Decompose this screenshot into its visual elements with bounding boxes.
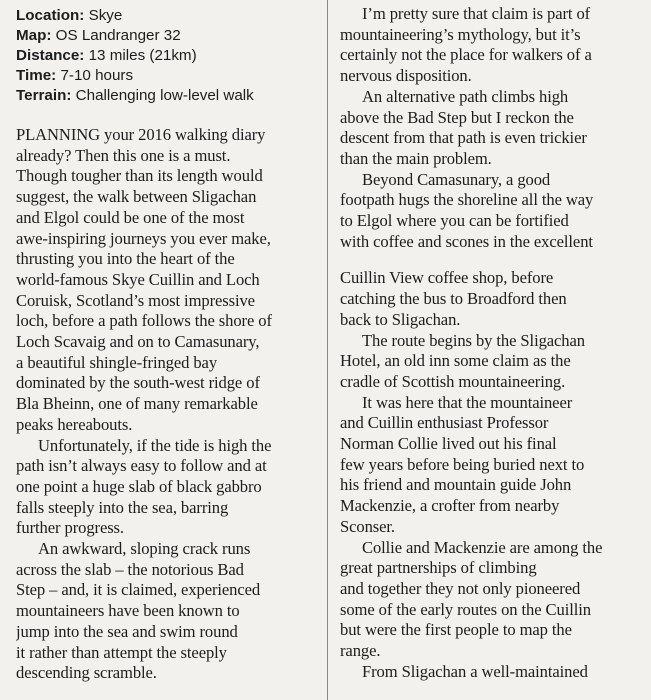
fact-row bbox=[16, 26, 320, 46]
fact-row bbox=[16, 6, 320, 26]
text-line: some of the early routes on the Cuillin bbox=[340, 599, 591, 619]
text-line: catching the bus to Broadford then bbox=[340, 289, 567, 309]
text-line: jump into the sea and swim round bbox=[16, 621, 238, 641]
fact-value: OS Landranger 32 bbox=[55, 27, 181, 44]
text-line: Hotel, an old inn some claim as the bbox=[340, 351, 571, 371]
text-line: few years before being buried next to bbox=[340, 454, 585, 474]
text-line: than the main problem. bbox=[340, 148, 492, 168]
text-line: descent from that path is even trickier bbox=[340, 128, 587, 148]
text-line: Loch Scavaig and on to Camasunary, bbox=[16, 332, 260, 352]
text-line: Sconser. bbox=[340, 516, 395, 536]
text-line: footpath hugs the shoreline all the way bbox=[340, 190, 594, 210]
fact-value: 13 miles (21km) bbox=[88, 47, 197, 64]
text-line: further progress. bbox=[16, 518, 124, 538]
text-line: Unfortunately, if the tide is high the bbox=[38, 435, 272, 455]
text-line: world-famous Skye Cuillin and Loch bbox=[16, 269, 260, 289]
text-line: and Elgol could be one of the most bbox=[16, 207, 245, 227]
text-line: thrusting you into the heart of the bbox=[16, 249, 235, 269]
text-line: dominated by the south-west ridge of bbox=[16, 373, 260, 393]
text-line: Coruisk, Scotland’s most impressive bbox=[16, 290, 255, 310]
text-line: The route begins by the Sligachan bbox=[362, 330, 585, 350]
text-line: path isn’t always easy to follow and at bbox=[16, 456, 267, 476]
text-line: It was here that the mountaineer bbox=[362, 392, 573, 412]
text-line: above the Bad Step but I reckon the bbox=[340, 107, 574, 127]
text-line: PLANNING your 2016 walking diary bbox=[16, 125, 266, 144]
text-line: Step – and, it is claimed, experienced bbox=[16, 580, 261, 600]
paragraph-gap bbox=[340, 252, 646, 268]
fact-value: Challenging low-level walk bbox=[75, 87, 254, 104]
text-line: Norman Collie lived out his final bbox=[340, 434, 557, 454]
right-article-text-bottom bbox=[340, 268, 646, 682]
column-divider bbox=[327, 0, 328, 700]
text-line: certainly not the place for walkers of a bbox=[340, 45, 592, 65]
text-line: and together they not only pioneered bbox=[340, 578, 581, 598]
text-line: falls steeply into the sea, barring bbox=[16, 497, 229, 517]
text-line: Cuillin View coffee shop, before bbox=[340, 268, 554, 288]
fact-value: 7-10 hours bbox=[60, 67, 134, 84]
fact-value: Skye bbox=[88, 7, 123, 24]
text-line: suggest, the walk between Sligachan bbox=[16, 187, 257, 207]
text-line: but were the first people to map the bbox=[340, 620, 572, 640]
fact-label: Time: bbox=[16, 67, 57, 84]
text-line: nervous disposition. bbox=[340, 66, 472, 86]
fact-row bbox=[16, 46, 320, 66]
text-line: mountaineering’s mythology, but it’s bbox=[340, 24, 581, 44]
text-line: awe-inspiring journeys you ever make, bbox=[16, 228, 271, 248]
text-line: Though tougher than its length would bbox=[16, 166, 263, 186]
text-line: with coffee and scones in the excellent bbox=[340, 231, 593, 251]
text-line: loch, before a path follows the shore of bbox=[16, 311, 272, 331]
text-line: I’m pretty sure that claim is part of bbox=[362, 4, 591, 23]
text-line: across the slab – the notorious Bad bbox=[16, 559, 244, 579]
text-line: great partnerships of climbing bbox=[340, 558, 537, 578]
text-line: one point a huge slab of black gabbro bbox=[16, 476, 262, 496]
text-line: mountaineers have been known to bbox=[16, 601, 240, 621]
text-line: An awkward, sloping crack runs bbox=[38, 539, 251, 559]
fact-label: Map: bbox=[16, 27, 52, 44]
text-line: Collie and Mackenzie are among the bbox=[362, 537, 603, 557]
text-line: descending scramble. bbox=[16, 663, 157, 683]
text-line: range. bbox=[340, 641, 381, 661]
text-line: and Cuillin enthusiast Professor bbox=[340, 413, 549, 433]
left-column bbox=[16, 0, 320, 700]
text-line: From Sligachan a well-maintained bbox=[362, 661, 588, 681]
text-line: Beyond Camasunary, a good bbox=[362, 169, 551, 189]
text-line: Bla Bheinn, one of many remarkable bbox=[16, 394, 258, 414]
fact-label: Distance: bbox=[16, 47, 85, 64]
fact-label: Location: bbox=[16, 7, 85, 24]
fact-box bbox=[16, 6, 320, 106]
text-line: it rather than attempt the steeply bbox=[16, 642, 227, 662]
text-line: already? Then this one is a must. bbox=[16, 145, 231, 165]
fact-row bbox=[16, 86, 320, 106]
fact-label: Terrain: bbox=[16, 87, 72, 104]
fact-row bbox=[16, 66, 320, 86]
left-article-text bbox=[16, 125, 320, 684]
text-line: to Elgol where you can be fortified bbox=[340, 211, 569, 231]
text-line: An alternative path climbs high bbox=[362, 86, 569, 106]
text-line: peaks hereabouts. bbox=[16, 414, 133, 434]
text-line: cradle of Scottish mountaineering. bbox=[340, 371, 566, 391]
text-line: back to Sligachan. bbox=[340, 309, 461, 329]
right-article-text-top bbox=[340, 4, 646, 252]
right-column bbox=[340, 0, 646, 700]
text-line: Mackenzie, a crofter from nearby bbox=[340, 496, 560, 516]
text-line: a beautiful shingle-fringed bay bbox=[16, 352, 218, 372]
text-line: his friend and mountain guide John bbox=[340, 475, 572, 495]
